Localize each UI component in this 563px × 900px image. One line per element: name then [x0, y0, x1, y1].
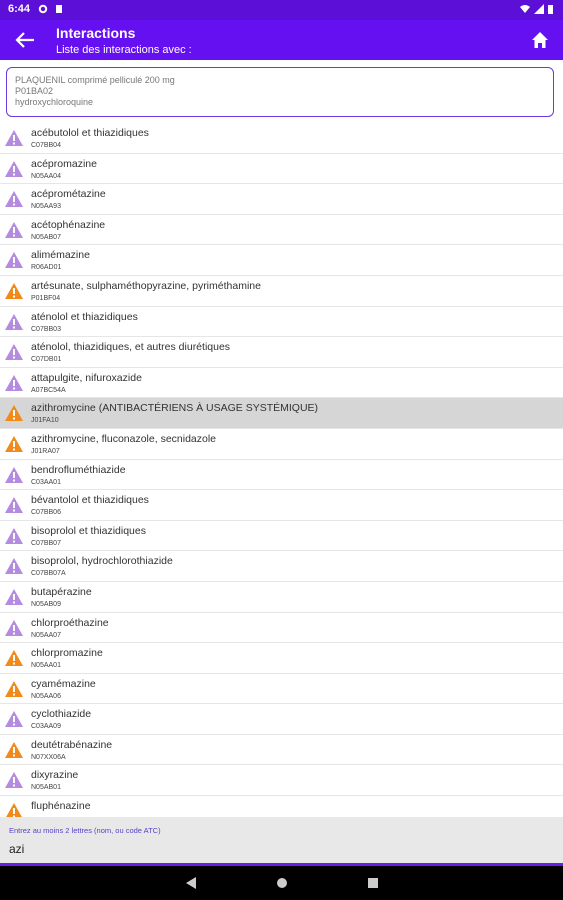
wifi-icon — [520, 4, 530, 14]
interaction-name: azithromycine, fluconazole, secnidazole — [31, 432, 217, 445]
interaction-name: bisoprolol et thiazidiques — [31, 524, 146, 537]
interaction-code: N05AA93 — [31, 203, 61, 211]
interaction-row[interactable] — [0, 154, 563, 185]
warning-icon — [4, 466, 24, 484]
interaction-row[interactable] — [0, 245, 563, 276]
interaction-name: azithromycine (ANTIBACTÉRIENS À USAGE SYSTÉMIQUE) — [31, 402, 319, 415]
search-hint: Entrez au moins 2 lettres (nom, ou code ATC) — [9, 826, 161, 835]
interaction-code: C03AA09 — [31, 723, 61, 731]
interaction-name: alimémazine — [31, 249, 90, 262]
warning-icon — [4, 313, 24, 331]
interaction-code: J01FA10 — [31, 417, 59, 425]
interaction-row[interactable] — [0, 184, 563, 215]
interaction-name: aténolol, thiazidiques, et autres diurétiques — [31, 341, 231, 354]
interaction-row[interactable] — [0, 460, 563, 491]
interaction-list[interactable] — [0, 123, 563, 817]
interaction-code: N05AA06 — [31, 692, 61, 700]
interaction-name: cyclothiazide — [31, 708, 92, 721]
interaction-name: bévantolol et thiazidiques — [31, 494, 149, 507]
interaction-row[interactable] — [0, 643, 563, 674]
warning-icon — [4, 619, 24, 637]
interaction-code: N05AA04 — [31, 172, 61, 180]
interaction-code: N05AA07 — [31, 631, 61, 639]
signal-icon — [534, 4, 544, 14]
interaction-code: N05AA01 — [31, 662, 61, 670]
warning-icon — [4, 588, 24, 606]
status-time: 6:44 — [8, 3, 31, 15]
warning-icon — [4, 343, 24, 361]
warning-icon — [4, 190, 24, 208]
warning-icon — [4, 496, 24, 514]
app-bar — [0, 20, 563, 60]
warning-icon — [4, 802, 24, 817]
interaction-name: acébutolol et thiazidiques — [31, 127, 149, 139]
warning-icon — [4, 129, 24, 147]
interaction-row[interactable] — [0, 582, 563, 613]
interaction-code: R06AD01 — [31, 264, 62, 272]
interaction-row[interactable] — [0, 521, 563, 552]
interaction-code: N07XX06A — [31, 753, 66, 761]
interaction-code: C07DB01 — [31, 356, 62, 364]
interaction-row[interactable] — [0, 613, 563, 644]
drug-substance: hydroxychloroquine — [15, 97, 94, 107]
interaction-code: C07BB04 — [31, 142, 61, 149]
warning-icon — [4, 221, 24, 239]
warning-icon — [4, 649, 24, 667]
interaction-row[interactable] — [0, 337, 563, 368]
interaction-code: A07BC54A — [31, 386, 66, 394]
warning-icon — [4, 557, 24, 575]
warning-icon — [4, 527, 24, 545]
home-icon[interactable] — [531, 31, 549, 49]
warning-icon — [4, 251, 24, 269]
interaction-row[interactable] — [0, 796, 563, 817]
interaction-name: dixyrazine — [31, 769, 79, 782]
back-arrow-icon[interactable] — [14, 30, 36, 50]
interaction-name: bisoprolol, hydrochlorothiazide — [31, 555, 173, 568]
interaction-code: N05AB07 — [31, 233, 61, 241]
interaction-name: butapérazine — [31, 585, 92, 598]
interaction-code: N05AB09 — [31, 600, 61, 608]
search-input[interactable] — [6, 839, 560, 859]
interaction-row[interactable] — [0, 307, 563, 338]
interaction-code: C07BB06 — [31, 509, 61, 517]
page-title: Interactions — [56, 25, 136, 41]
warning-icon — [4, 435, 24, 453]
interaction-name: deutétrabénazine — [31, 738, 113, 751]
interaction-row[interactable] — [0, 215, 563, 246]
warning-icon — [4, 680, 24, 698]
interaction-row[interactable] — [0, 704, 563, 735]
nav-home-icon[interactable] — [275, 876, 289, 890]
drug-name: PLAQUENIL comprimé pelliculé 200 mg — [15, 75, 175, 85]
settings-icon — [38, 4, 48, 14]
warning-icon — [4, 404, 24, 422]
warning-icon — [4, 374, 24, 392]
interaction-name: aténolol et thiazidiques — [31, 310, 138, 323]
interaction-row[interactable] — [0, 765, 563, 796]
status-bar — [0, 0, 563, 20]
interaction-row[interactable] — [0, 735, 563, 766]
interaction-name: chlorproéthazine — [31, 616, 109, 629]
sd-card-icon — [54, 4, 64, 14]
interaction-code: N05AB01 — [31, 784, 61, 792]
interaction-row[interactable] — [0, 490, 563, 521]
interaction-code: C07BB07A — [31, 570, 66, 578]
nav-recents-icon[interactable] — [366, 876, 380, 890]
selected-drug-card — [6, 67, 554, 117]
system-nav-bar — [0, 866, 563, 900]
drug-code: P01BA02 — [15, 86, 54, 96]
interaction-row[interactable] — [0, 368, 563, 399]
warning-icon — [4, 710, 24, 728]
warning-icon — [4, 160, 24, 178]
interaction-row[interactable] — [0, 398, 563, 429]
interaction-row[interactable] — [0, 551, 563, 582]
interaction-row[interactable] — [0, 674, 563, 705]
interaction-name: acétophénazine — [31, 218, 106, 231]
interaction-code: C07BB03 — [31, 325, 61, 333]
interaction-name: artésunate, sulphaméthopyrazine, pyriméthamine — [31, 279, 261, 292]
interaction-name: acéprométazine — [31, 188, 106, 201]
interaction-name: chlorpromazine — [31, 647, 103, 660]
warning-icon — [4, 282, 24, 300]
nav-back-icon[interactable] — [184, 876, 198, 890]
battery-icon — [547, 4, 554, 14]
interaction-name: attapulgite, nifuroxazide — [31, 371, 142, 384]
interaction-code: C07BB07 — [31, 539, 61, 547]
page-subtitle: Liste des interactions avec : — [56, 44, 192, 56]
interaction-name: acépromazine — [31, 157, 97, 170]
interaction-code: P01BF04 — [31, 294, 61, 302]
interaction-name: bendrofluméthiazide — [31, 463, 126, 476]
interaction-row[interactable] — [0, 123, 563, 154]
interaction-code: C03AA01 — [31, 478, 61, 486]
warning-icon — [4, 741, 24, 759]
interaction-name: fluphénazine — [31, 800, 91, 813]
interaction-code: J01RA07 — [31, 447, 60, 455]
search-panel — [0, 817, 563, 866]
interaction-row[interactable] — [0, 276, 563, 307]
interaction-name: cyamémazine — [31, 677, 96, 690]
interaction-row[interactable] — [0, 429, 563, 460]
warning-icon — [4, 771, 24, 789]
